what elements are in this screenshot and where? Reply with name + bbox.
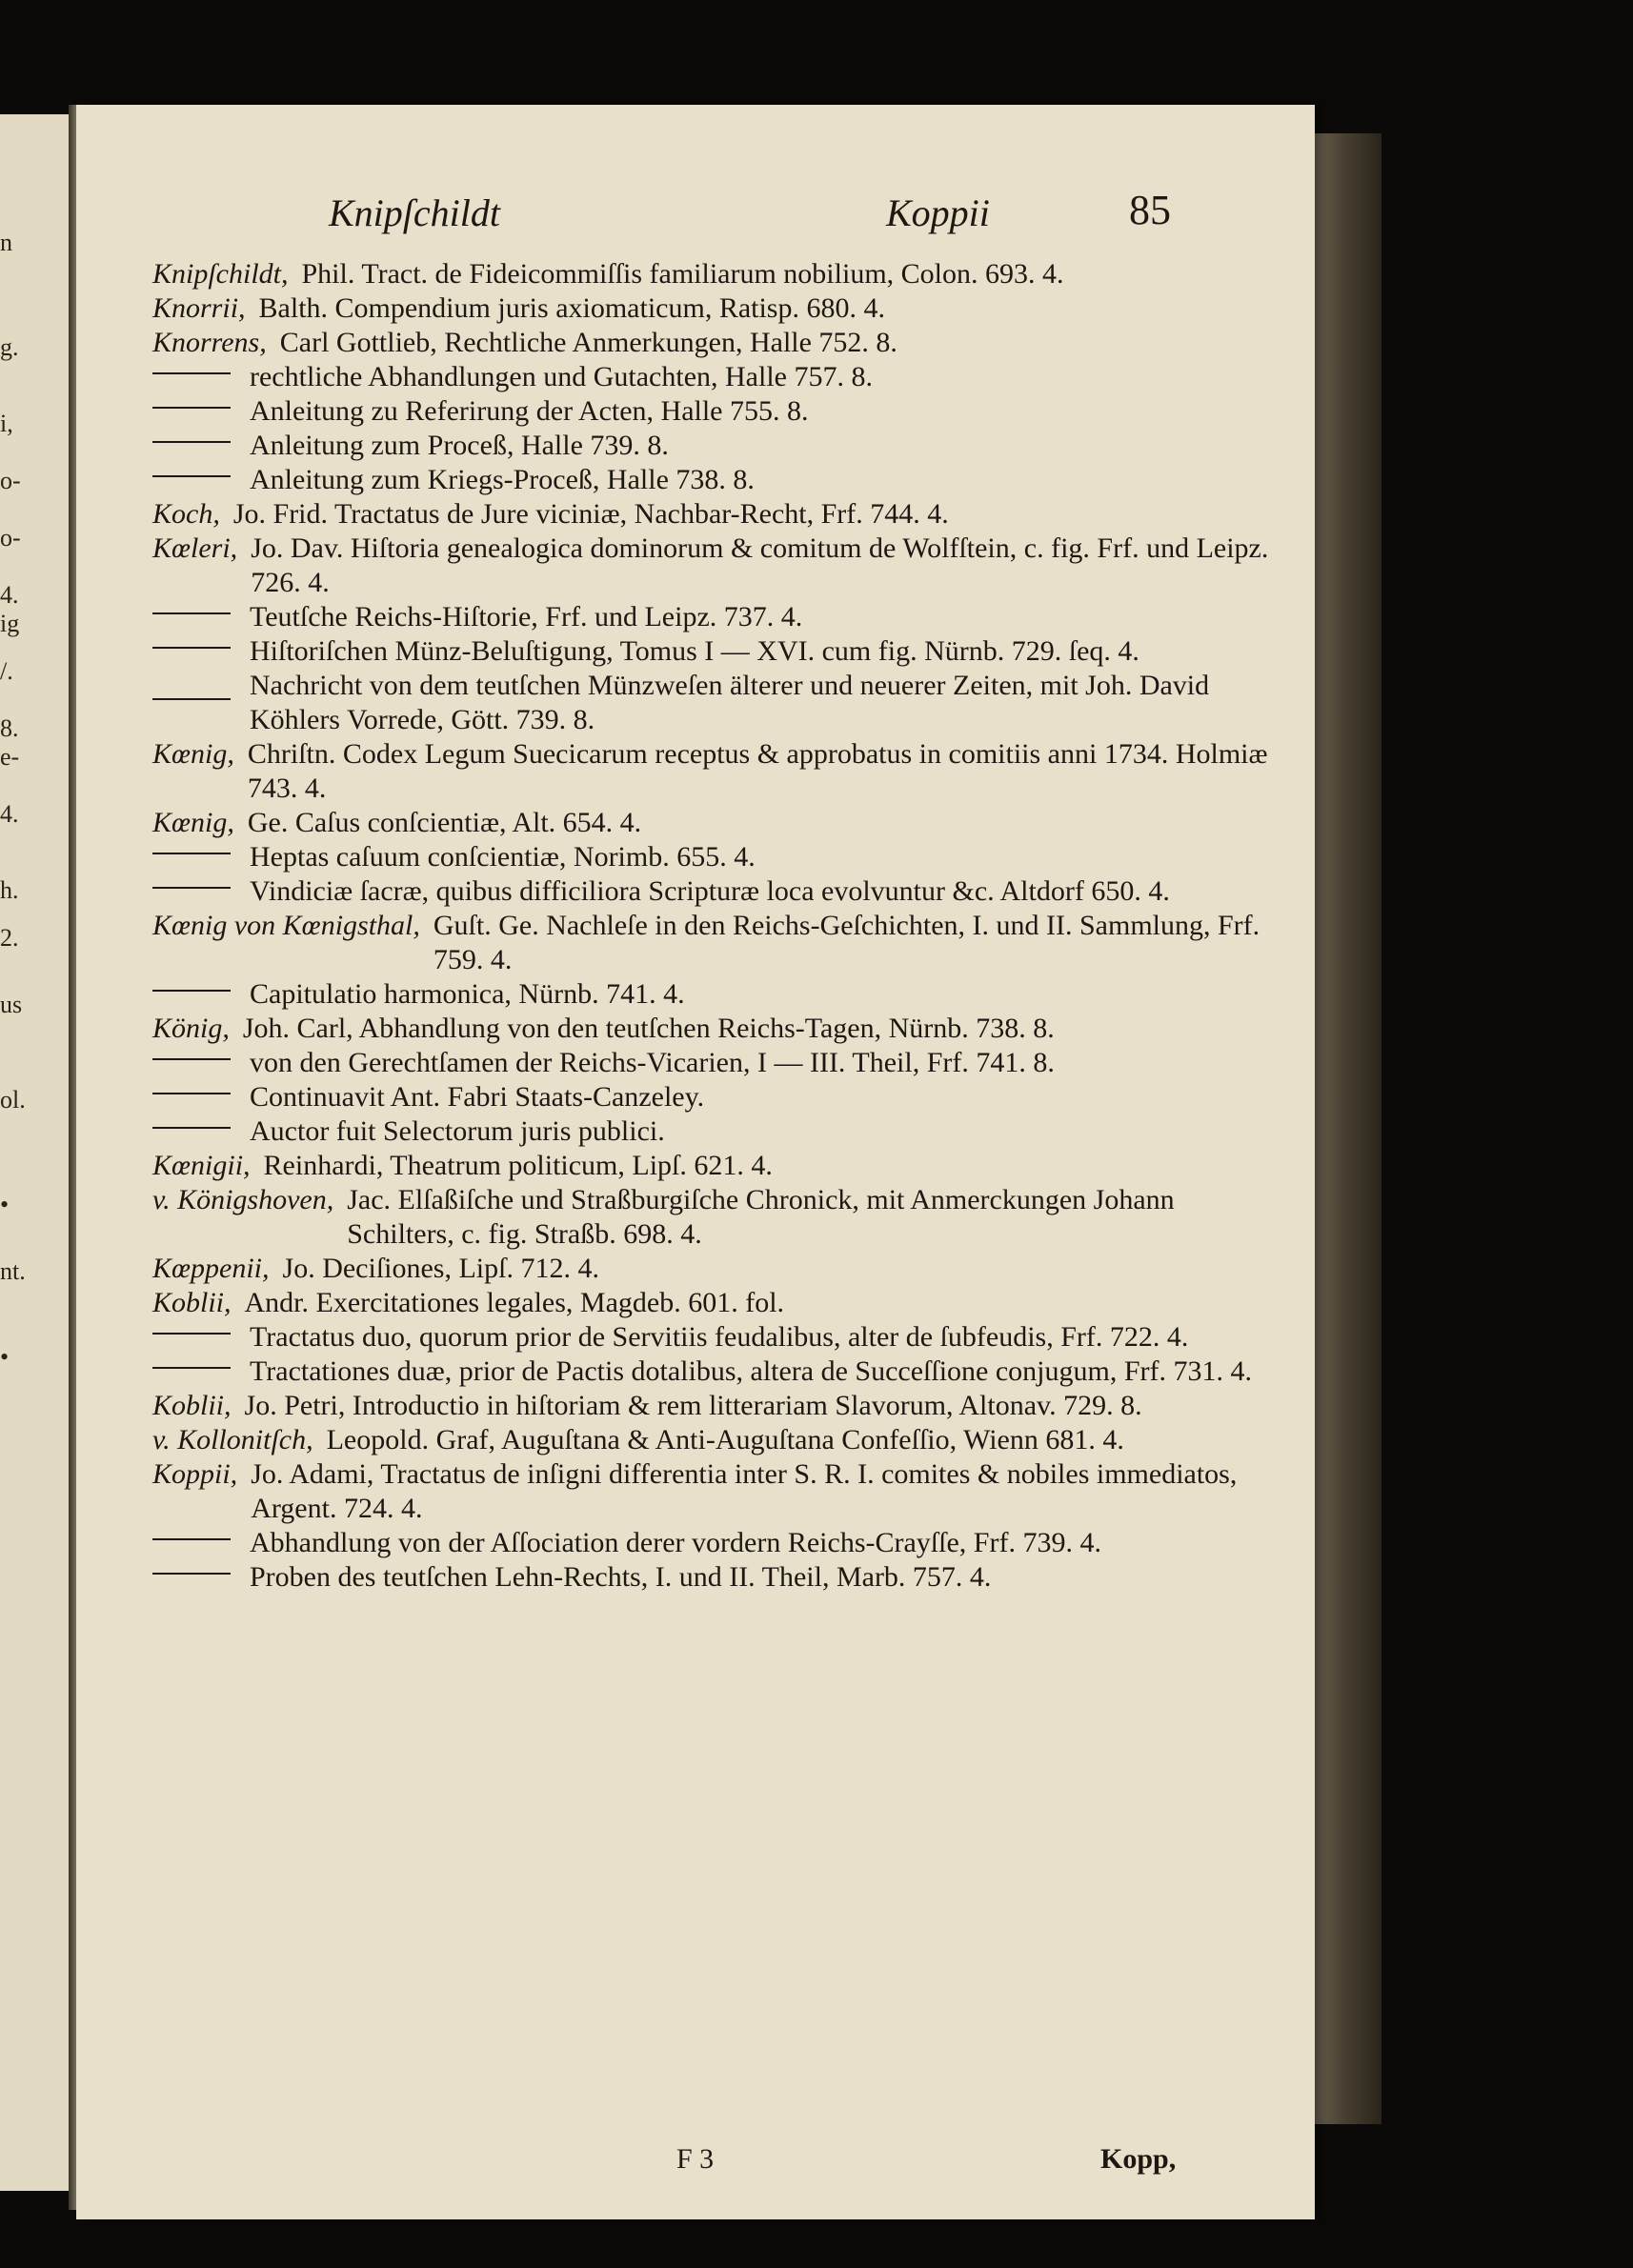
ditto-dash: [152, 1093, 231, 1094]
facing-page-fragment: g.: [0, 333, 19, 361]
author-name: Kœppenii,: [152, 1253, 270, 1284]
author-name: Koblii,: [152, 1390, 232, 1421]
entry-text: Jo. Adami, Tractatus de inſigni differentia inter S. R. I. comites & nobiles immediatos, Argent. 724. 4.: [251, 1458, 1238, 1524]
entry-text: Anleitung zu Referirung der Acten, Halle 755. 8.: [250, 395, 809, 427]
entry-text: Anleitung zum Kriegs-Proceß, Halle 738. 8.: [250, 464, 755, 495]
entry-text: Abhandlung von der Aſſociation derer vordern Reichs-Crayſſe, Frf. 739. 4.: [250, 1527, 1101, 1558]
bibliography-entry: [152, 360, 1277, 394]
book-edge: [1315, 133, 1381, 2124]
entry-text: Guſt. Ge. Nachleſe in den Reichs-Geſchichten, I. und II. Sammlung, Frf. 759. 4.: [433, 910, 1260, 975]
bibliography-entry: [152, 1286, 1277, 1320]
facing-page-fragment: e-: [0, 743, 20, 771]
entry-text: Auctor fuit Selectorum juris publici.: [250, 1115, 665, 1147]
ditto-dash: [152, 1058, 231, 1060]
entry-text: Ge. Caſus conſcientiæ, Alt. 654. 4.: [247, 807, 642, 838]
bibliography-entry: [152, 394, 1277, 429]
author-name: Knorrii,: [152, 292, 246, 324]
bibliography-entry: [152, 600, 1277, 634]
bibliography-entry: [152, 1114, 1277, 1149]
entry-text: Jo. Frid. Tractatus de Jure viciniæ, Nachbar-Recht, Frf. 744. 4.: [232, 498, 949, 530]
entry-text: rechtliche Abhandlungen und Gutachten, Halle 757. 8.: [250, 361, 873, 392]
entry-text: Balth. Compendium juris axiomaticum, Ratisp. 680. 4.: [258, 292, 885, 324]
facing-page-fragment: •: [0, 1191, 10, 1218]
ditto-dash: [152, 887, 231, 889]
entry-text: Tractationes duæ, prior de Pactis dotalibus, altera de Succeſſione conjugum, Frf. 731. 4.: [250, 1355, 1253, 1387]
bibliography-entry: [152, 1149, 1277, 1183]
bibliography-entry: [152, 326, 1277, 360]
ditto-dash: [152, 990, 231, 992]
page-number: 85: [1129, 187, 1171, 233]
entry-text: Jo. Dav. Hiſtoria genealogica dominorum & comitum de Wolfſtein, c. fig. Frf. und Leipz. 726. 4.: [251, 532, 1269, 598]
author-name: Koppii,: [152, 1458, 238, 1490]
ditto-dash: [152, 407, 231, 409]
facing-page-fragment: o-: [0, 467, 21, 494]
bibliography-entry: [152, 463, 1277, 497]
ditto-dash: [152, 647, 231, 649]
facing-page-fragment: i,: [0, 410, 13, 437]
ditto-dash: [152, 612, 231, 614]
facing-page-fragment: nt.: [0, 1257, 26, 1285]
entry-text: Chriſtn. Codex Legum Suecicarum receptus & approbatus in comitiis anni 1734. Holmiæ 743. 4.: [247, 738, 1268, 804]
author-name: Knipſchildt,: [152, 258, 289, 290]
ditto-dash: [152, 1573, 231, 1575]
entry-text: Jo. Deciſiones, Lipſ. 712. 4.: [282, 1253, 599, 1284]
bibliography-entry: [152, 1183, 1277, 1252]
author-name: König,: [152, 1013, 230, 1044]
author-name: Knorrens,: [152, 327, 267, 358]
entry-text: Leopold. Graf, Auguſtana & Anti-Auguſtana Confeſſio, Wienn 681. 4.: [326, 1424, 1124, 1455]
running-header: [76, 187, 1315, 248]
bibliography-entry: [152, 1046, 1277, 1080]
author-name: Kœnig,: [152, 807, 234, 838]
entry-text: Andr. Exercitationes legales, Magdeb. 601. fol.: [244, 1287, 785, 1318]
entry-text: Teutſche Reichs-Hiſtorie, Frf. und Leipz. 737. 4.: [250, 601, 803, 632]
page-footer: [76, 2143, 1315, 2181]
bibliography-entry: [152, 840, 1277, 874]
facing-page-fragment: 4.: [0, 800, 19, 828]
entry-text: Proben des teutſchen Lehn-Rechts, I. und II. Theil, Marb. 757. 4.: [250, 1561, 992, 1593]
author-name: Kœnig von Kœnigsthal,: [152, 910, 420, 941]
ditto-dash: [152, 475, 231, 477]
ditto-dash: [152, 698, 231, 700]
facing-page-fragment: us: [0, 991, 23, 1018]
bibliography-entry: [152, 532, 1277, 600]
entry-text: Nachricht von dem teutſchen Münzweſen älterer und neuerer Zeiten, mit Joh. David Köhlers Vorrede, Gött. 739. 8.: [250, 670, 1210, 735]
ditto-dash: [152, 372, 231, 374]
bibliography-entry: [152, 669, 1277, 737]
bibliography-entry: [152, 977, 1277, 1012]
bibliography-entry: [152, 737, 1277, 806]
ditto-dash: [152, 853, 231, 854]
author-name: v. Kollonitſch,: [152, 1424, 313, 1455]
bibliography-entry: [152, 1080, 1277, 1114]
bibliography-entry: [152, 909, 1277, 977]
bibliography-entry: [152, 257, 1277, 291]
entry-text: Reinhardi, Theatrum politicum, Lipſ. 621. 4.: [263, 1150, 773, 1181]
facing-page-edge: [0, 114, 76, 2191]
bibliography-entry: [152, 1526, 1277, 1560]
author-name: Kœnigii,: [152, 1150, 251, 1181]
author-name: Koblii,: [152, 1287, 232, 1318]
facing-page-fragment: /.: [0, 657, 13, 685]
entry-text: Jac. Elſaßiſche und Straßburgiſche Chronick, mit Anmerckungen Johann Schilters, c. fig. Straßb. 698. 4.: [347, 1184, 1175, 1250]
ditto-dash: [152, 1127, 231, 1129]
ditto-dash: [152, 1367, 231, 1369]
header-first-entry: Knipſchildt: [329, 191, 500, 234]
facing-page-fragment: o-: [0, 524, 21, 552]
author-name: Kœleri,: [152, 532, 238, 564]
ditto-dash: [152, 1538, 231, 1540]
bibliography-entry: [152, 1252, 1277, 1286]
facing-page-fragment: n: [0, 229, 12, 256]
entry-text: Phil. Tract. de Fideicommiſſis familiarum nobilium, Colon. 693. 4.: [301, 258, 1064, 290]
bibliography-entry: [152, 634, 1277, 669]
entry-text: Hiſtoriſchen Münz-Beluſtigung, Tomus I — XVI. cum fig. Nürnb. 729. ſeq. 4.: [250, 635, 1139, 667]
entry-text: Carl Gottlieb, Rechtliche Anmerkungen, Halle 752. 8.: [279, 327, 897, 358]
entry-text: Jo. Petri, Introductio in hiſtoriam & rem litterariam Slavorum, Altonav. 729. 8.: [244, 1390, 1142, 1421]
signature-mark: F 3: [676, 2143, 715, 2175]
bibliography-entry: [152, 497, 1277, 532]
facing-page-fragment: •: [0, 1343, 10, 1371]
author-name: Kœnig,: [152, 738, 234, 770]
facing-page-fragment: 4.: [0, 581, 19, 609]
bibliography-entry: [152, 806, 1277, 840]
bibliography-entry: [152, 291, 1277, 326]
facing-page-fragment: h.: [0, 876, 19, 904]
facing-page-fragment: ig: [0, 610, 20, 637]
bibliography-entry: [152, 429, 1277, 463]
ditto-dash: [152, 1333, 231, 1335]
book-page: [76, 105, 1315, 2219]
entry-text: Anleitung zum Proceß, Halle 739. 8.: [250, 430, 669, 461]
bibliography-entry: [152, 1320, 1277, 1355]
entry-text: von den Gerechtſamen der Reichs-Vicarien, I — III. Theil, Frf. 741. 8.: [250, 1047, 1055, 1078]
entry-text: Heptas caſuum conſcientiæ, Norimb. 655. 4.: [250, 841, 756, 873]
bibliography-entry: [152, 1423, 1277, 1457]
bibliography-list: [152, 257, 1277, 1595]
entry-text: Vindiciæ ſacræ, quibus difficiliora Scripturæ loca evolvuntur &c. Altdorf 650. 4.: [250, 875, 1170, 907]
entry-text: Joh. Carl, Abhandlung von den teutſchen Reichs-Tagen, Nürnb. 738. 8.: [242, 1013, 1055, 1044]
author-name: Koch,: [152, 498, 220, 530]
bibliography-entry: [152, 1457, 1277, 1526]
facing-page-fragment: 8.: [0, 714, 19, 742]
facing-page-fragment: ol.: [0, 1086, 26, 1114]
bibliography-entry: [152, 1012, 1277, 1046]
entry-text: Capitulatio harmonica, Nürnb. 741. 4.: [250, 978, 685, 1010]
bibliography-entry: [152, 1389, 1277, 1423]
entry-text: Continuavit Ant. Fabri Staats-Canzeley.: [250, 1081, 705, 1113]
catchword: Kopp,: [1100, 2143, 1177, 2175]
ditto-dash: [152, 441, 231, 443]
facing-page-fragment: 2.: [0, 924, 19, 952]
author-name: v. Königshoven,: [152, 1184, 334, 1215]
bibliography-entry: [152, 1355, 1277, 1389]
bibliography-entry: [152, 1560, 1277, 1595]
bibliography-entry: [152, 874, 1277, 909]
header-last-entry: Koppii: [886, 191, 990, 234]
entry-text: Tractatus duo, quorum prior de Servitiis feudalibus, alter de ſubfeudis, Frf. 722. 4.: [250, 1321, 1189, 1353]
